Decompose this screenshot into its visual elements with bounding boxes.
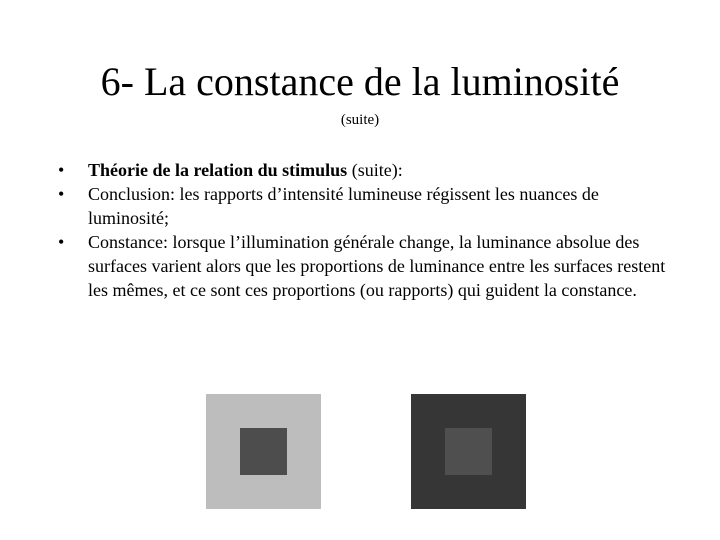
bullet-marker: •	[58, 232, 65, 252]
bullet-bold-text: Théorie de la relation du stimulus	[88, 160, 348, 180]
slide-title: 6- La constance de la luminosité	[100, 59, 620, 104]
light-surround-center-patch	[240, 428, 287, 475]
bullet-marker: •	[58, 160, 65, 180]
bullet-item-theory	[58, 158, 668, 182]
dark-surround-center-patch	[445, 428, 492, 475]
bullet-text: Conclusion: les rapports d’intensité lumineuse régissent les nuances de luminosité;	[88, 184, 599, 228]
bullet-item-constance	[58, 230, 668, 302]
light-surround-square	[206, 394, 321, 509]
bullet-marker: •	[58, 184, 65, 204]
bullet-text: (suite):	[347, 160, 403, 180]
bullet-text: Constance: lorsque l’illumination générale change, la luminance absolue des surfaces varient alors que les proportions de luminance entre les surfaces restent les mêmes, et ce sont ces proportions (ou rapports) qui guident la constance.	[88, 232, 666, 300]
bullet-list	[58, 158, 668, 302]
dark-surround-square	[411, 394, 526, 509]
bullet-item-conclusion	[58, 182, 668, 230]
slide-subtitle: (suite)	[340, 112, 380, 128]
